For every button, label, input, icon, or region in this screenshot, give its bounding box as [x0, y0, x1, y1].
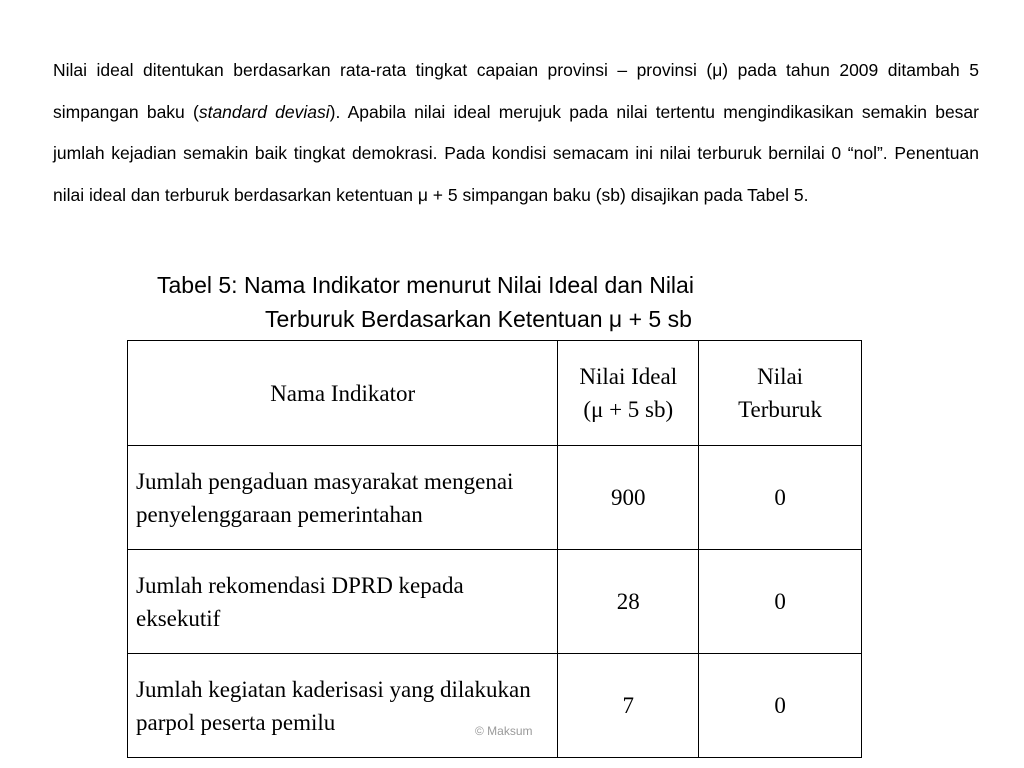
row-2-ideal-value: 28	[558, 550, 699, 654]
row-1-indicator-name: Jumlah pengaduan masyarakat mengenai penyelenggaraan pemerintahan	[128, 446, 558, 550]
row-2-indicator-name: Jumlah rekomendasi DPRD kepada eksekutif	[128, 550, 558, 654]
header-nilai-terburuk	[699, 341, 862, 446]
table-row	[128, 654, 862, 758]
header-nilai-ideal-line1: Nilai Ideal	[579, 364, 678, 389]
header-nilai-ideal-line2: (μ + 5 sb)	[583, 397, 674, 422]
caption-line-1: Tabel 5: Nama Indikator menurut Nilai Ideal dan Nilai	[157, 272, 694, 298]
header-nilai-terburuk-line1: Nilai	[757, 364, 804, 389]
row-3-worst-value: 0	[699, 654, 862, 758]
row-3-indicator-name: Jumlah kegiatan kaderisasi yang dilakukan parpol peserta pemilu	[128, 654, 558, 758]
body-paragraph	[53, 50, 979, 216]
row-1-ideal-value: 900	[558, 446, 699, 550]
paragraph-italic-term: standard deviasi	[198, 101, 330, 122]
paragraph-text-2: ). Apabila nilai ideal merujuk pada nilai tertentu mengindikasikan semakin besar jumlah kejadian semakin baik tingkat demokrasi. Pada kondisi semacam ini nilai terburuk bernilai 0 “nol”. Penentuan nilai ideal dan terburuk berdasarkan ketentuan μ + 5 simpangan baku (sb) disajikan pada Tabel 5.	[53, 101, 979, 205]
caption-line-2: Terburuk Berdasarkan Ketentuan μ + 5 sb	[265, 306, 692, 332]
header-nilai-ideal	[558, 341, 699, 446]
table-row	[128, 446, 862, 550]
header-nilai-terburuk-line2: Terburuk	[738, 397, 823, 422]
table-header-row	[128, 341, 862, 446]
indicator-table	[127, 340, 862, 758]
header-nama-indikator: Nama Indikator	[128, 341, 558, 446]
paragraph-text-1: Nilai ideal ditentukan berdasarkan rata-rata tingkat capaian provinsi – provinsi (μ) pada tahun 2009 ditambah 5 simpangan baku (	[53, 60, 979, 122]
watermark: © Maksum	[475, 724, 533, 738]
table-caption	[157, 268, 857, 336]
row-1-worst-value: 0	[699, 446, 862, 550]
table-row	[128, 550, 862, 654]
row-2-worst-value: 0	[699, 550, 862, 654]
row-3-ideal-value: 7	[558, 654, 699, 758]
